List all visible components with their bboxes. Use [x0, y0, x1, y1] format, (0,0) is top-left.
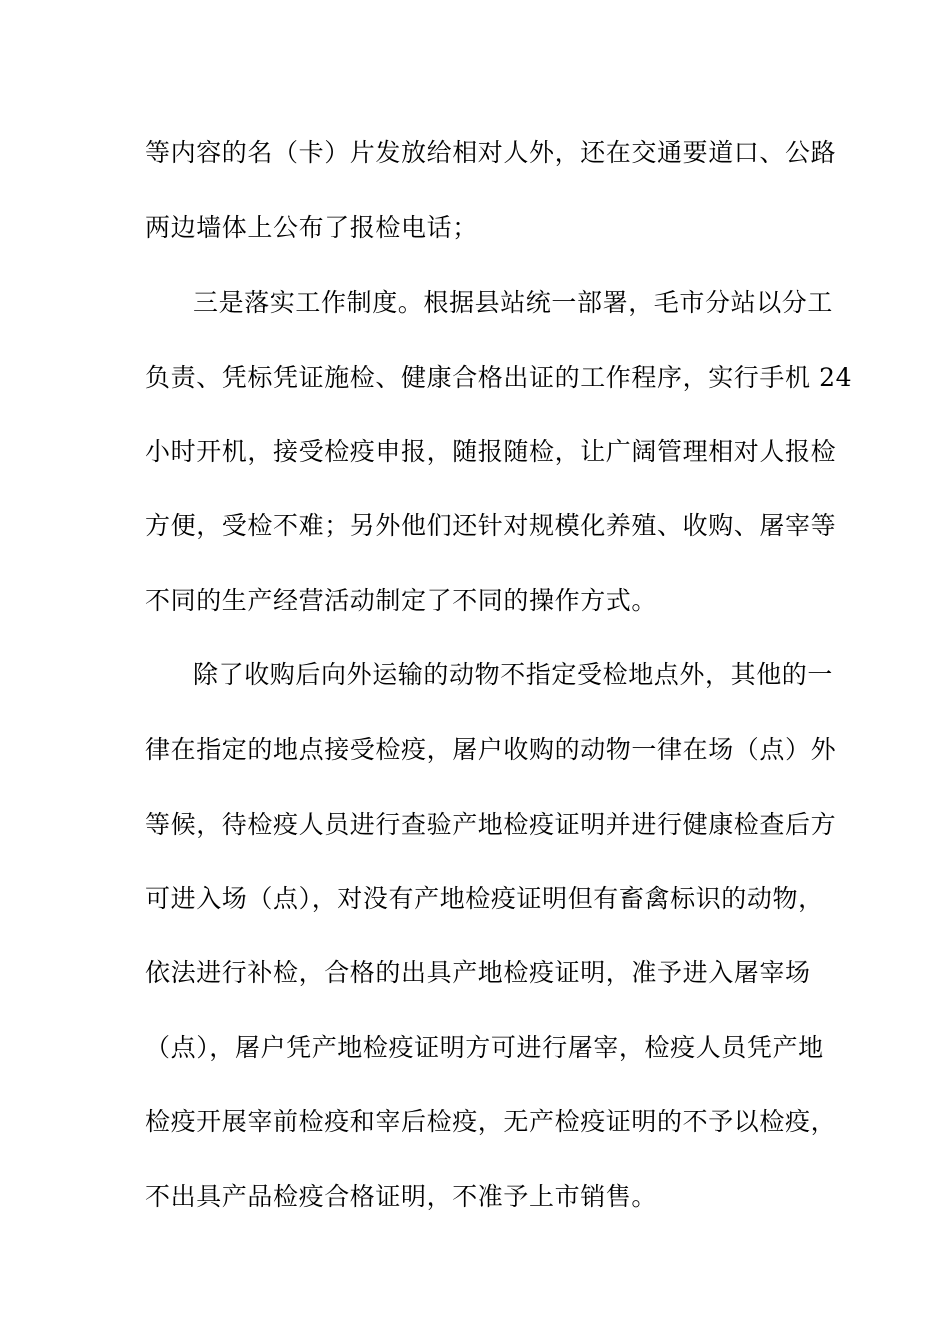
- paragraph-start-line: 三是落实工作制度。根据县站统一部署，毛市分站以分工: [193, 288, 834, 317]
- text-line: 负责、凭标凭证施检、健康合格出证的工作程序，实行手机 24: [145, 363, 853, 392]
- text-line: 可进入场（点），对没有产地检疫证明但有畜禽标识的动物，: [145, 884, 824, 913]
- text-line: 不出具产品检疫合格证明，不准予上市销售。: [145, 1182, 658, 1211]
- text-line: （点），屠户凭产地检疫证明方可进行屠宰，检疫人员凭产地: [145, 1033, 824, 1062]
- text-line: 等内容的名（卡）片发放给相对人外，还在交通要道口、公路: [145, 138, 837, 167]
- paragraph-start-line: 除了收购后向外运输的动物不指定受检地点外，其他的一: [193, 660, 834, 689]
- text-line: 方便，受检不难；另外他们还针对规模化养殖、收购、屠宰等: [145, 511, 837, 540]
- text-line: 检疫开展宰前检疫和宰后检疫，无产检疫证明的不予以检疫，: [145, 1107, 837, 1136]
- text-line: 等候，待检疫人员进行查验产地检疫证明并进行健康检查后方: [145, 810, 837, 839]
- text-line: 律在指定的地点接受检疫，屠户收购的动物一律在场（点）外: [145, 735, 837, 764]
- text-line: 小时开机，接受检疫申报，随报随检，让广阔管理相对人报检: [145, 437, 837, 466]
- text-line: 依法进行补检，合格的出具产地检疫证明，准予进入屠宰场: [145, 958, 811, 987]
- text-line: 不同的生产经营活动制定了不同的操作方式。: [145, 586, 658, 615]
- text-line: 两边墙体上公布了报检电话；: [145, 213, 478, 242]
